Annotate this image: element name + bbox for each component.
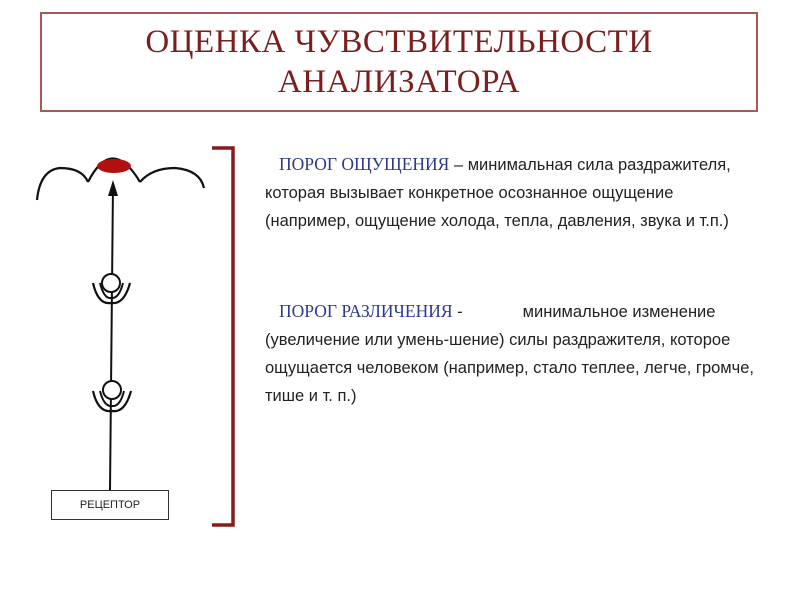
discrimination-threshold-term: ПОРОГ РАЗЛИЧЕНИЯ	[279, 301, 453, 321]
cortex-arc-center	[88, 159, 140, 183]
pathway-arrowhead	[108, 180, 118, 196]
sensation-threshold-paragraph	[265, 150, 735, 235]
lower-synapse-inner	[100, 391, 124, 406]
sensation-threshold-dash: –	[449, 156, 468, 174]
receptor-box	[51, 490, 169, 520]
sensation-threshold-definition: минимальная сила раздражителя, которая вызывает конкретное осознанное ощущение (например, ощущение холода, тепла, давления, звука и т.п.)	[265, 156, 731, 230]
title-line-2: АНАЛИЗАТОРА	[277, 64, 521, 100]
discrimination-threshold-definition: минимальное изменение (увеличение или умень-шение) силы раздражителя, которое ощущается человеком (например, стало теплее, легче, громче, тише и т. п.)	[265, 303, 755, 405]
upper-synapse-inner	[100, 283, 123, 298]
lower-synapse-outer	[93, 391, 131, 411]
upper-neuron-body	[102, 274, 120, 292]
title-box	[40, 12, 758, 112]
discrimination-threshold-paragraph	[265, 297, 775, 410]
cortex-center-oval	[97, 159, 131, 173]
upper-synapse-outer	[93, 283, 130, 303]
sensation-threshold-term: ПОРОГ ОЩУЩЕНИЯ	[279, 154, 450, 174]
cortex-arc-right	[140, 168, 204, 188]
bracket	[212, 148, 233, 525]
pathway-line	[110, 185, 113, 490]
receptor-label: РЕЦЕПТОР	[79, 499, 141, 511]
title-line-1: ОЦЕНКА ЧУВСТВИТЕЛЬНОСТИ	[145, 24, 653, 60]
cortex-arc-left	[37, 168, 88, 200]
discrimination-threshold-dash: -	[452, 303, 463, 321]
lower-neuron-body	[103, 381, 121, 399]
